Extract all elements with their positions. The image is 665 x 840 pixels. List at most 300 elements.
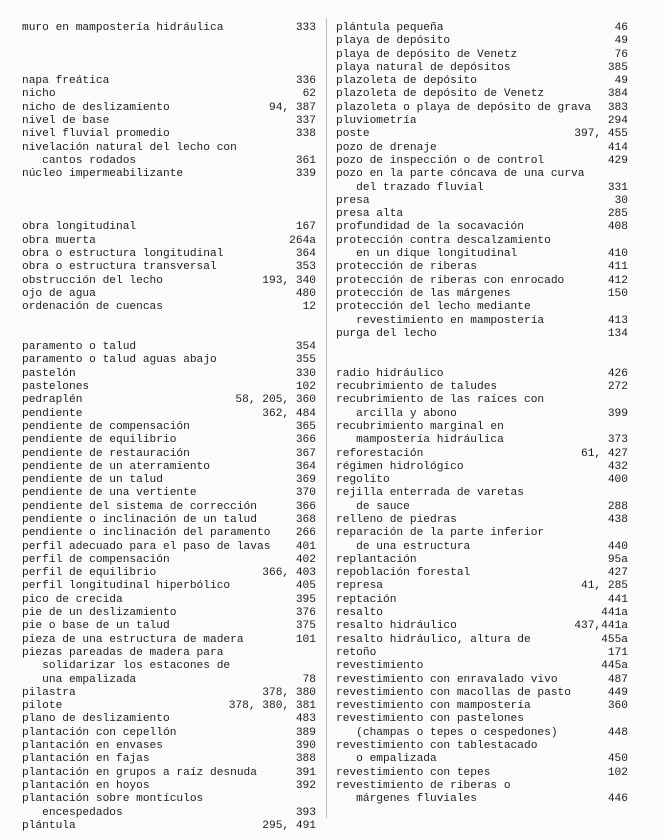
index-entry	[22, 501, 316, 514]
index-term: rejilla enterrada de varetas	[336, 487, 524, 500]
entry-spacer	[22, 62, 316, 75]
index-term: paramento o talud	[22, 341, 137, 354]
index-page-ref: 487	[607, 673, 628, 686]
index-page-ref: 94, 387	[269, 101, 316, 114]
index-entry	[336, 687, 628, 700]
index-page-ref: 450	[607, 753, 628, 766]
index-page-ref: 441	[607, 593, 628, 606]
index-entry	[22, 235, 316, 248]
index-entry	[22, 368, 316, 381]
index-page-ref: 432	[607, 460, 628, 473]
index-term: pluviometría	[336, 115, 417, 128]
index-page-ref: 480	[295, 287, 316, 300]
index-entry	[22, 700, 316, 713]
index-term: plantación sobre montículos	[22, 793, 204, 806]
index-term: cantos rodados	[22, 154, 137, 167]
index-page-ref: 288	[607, 500, 628, 513]
index-entry	[336, 461, 628, 474]
index-entry	[336, 394, 628, 407]
index-page-ref: 78	[302, 673, 316, 686]
index-entry	[336, 674, 628, 687]
index-page-ref: 338	[295, 128, 316, 141]
index-entry	[336, 780, 628, 793]
index-entry	[22, 713, 316, 726]
index-entry	[336, 514, 628, 527]
index-page-ref: 167	[295, 221, 316, 234]
index-entry	[22, 102, 316, 115]
index-entry	[336, 208, 628, 221]
index-page-ref: 102	[295, 381, 316, 394]
index-entry	[336, 434, 628, 447]
index-entry	[22, 767, 316, 780]
index-term: playa natural de depósitos	[336, 61, 511, 74]
index-entry	[336, 660, 628, 673]
index-term: una empalizada	[22, 673, 137, 686]
index-term: obra muerta	[22, 234, 96, 247]
entry-spacer	[22, 315, 316, 328]
index-page-ref	[624, 527, 628, 540]
index-entry	[22, 514, 316, 527]
index-page-ref: 393	[295, 806, 316, 819]
index-page-ref: 446	[607, 793, 628, 806]
index-term: nivel fluvial promedio	[22, 128, 170, 141]
index-page-ref	[624, 421, 628, 434]
entry-spacer	[336, 354, 628, 367]
index-entry	[22, 168, 316, 181]
index-entry	[336, 594, 628, 607]
index-page-ref: 46	[614, 22, 628, 34]
column-divider	[326, 18, 327, 818]
index-entry	[22, 780, 316, 793]
index-entry	[22, 820, 316, 833]
index-term: pilote	[22, 700, 63, 713]
index-term: pendiente de restauración	[22, 447, 190, 460]
index-page-ref: 402	[295, 553, 316, 566]
index-term: purga del lecho	[336, 327, 437, 340]
index-term: protección del lecho mediante	[336, 301, 531, 314]
index-page-ref: 383	[607, 101, 628, 114]
index-page-ref	[312, 647, 316, 660]
index-term: márgenes fluviales	[336, 793, 477, 806]
index-entry	[336, 368, 628, 381]
index-term: plantación con cepellón	[22, 726, 177, 739]
index-term: pedraplén	[22, 394, 83, 407]
entry-spacer	[22, 328, 316, 341]
index-term: plantación en envases	[22, 740, 163, 753]
index-page-ref: 12	[302, 301, 316, 314]
index-entry	[336, 301, 628, 314]
index-entry	[336, 487, 628, 500]
index-entry	[22, 674, 316, 687]
index-page-ref: 266	[295, 527, 316, 540]
index-entry	[336, 182, 628, 195]
index-page-ref: 388	[295, 753, 316, 766]
index-entry	[336, 195, 628, 208]
index-entry	[22, 115, 316, 128]
index-page-ref: 449	[607, 686, 628, 699]
index-term: reparación de la parte inferior	[336, 527, 545, 540]
index-entry	[22, 354, 316, 367]
index-term: plano de deslizamiento	[22, 713, 170, 726]
index-page-ref: 366	[295, 434, 316, 447]
index-term: pendiente de un aterramiento	[22, 460, 210, 473]
index-entry	[336, 315, 628, 328]
index-entry	[22, 620, 316, 633]
index-page-ref: 437,441a	[574, 620, 628, 633]
index-page-ref: 331	[607, 181, 628, 194]
index-term: pendiente de equilibrio	[22, 434, 177, 447]
index-term: pendiente o inclinación de un talud	[22, 513, 257, 526]
index-entry	[336, 607, 628, 620]
index-term: playa de depósito de Venetz	[336, 48, 518, 61]
index-entry	[22, 660, 316, 673]
index-page-ref	[624, 235, 628, 248]
index-page-ref: 333	[295, 22, 316, 34]
index-entry	[336, 261, 628, 274]
index-page-ref: 285	[607, 208, 628, 221]
index-entry	[22, 341, 316, 354]
index-entry	[336, 448, 628, 461]
index-entry	[336, 474, 628, 487]
index-page-ref: 370	[295, 487, 316, 500]
index-page-ref: 410	[607, 248, 628, 261]
index-page-ref: 400	[607, 474, 628, 487]
index-page-ref: 448	[607, 726, 628, 739]
index-term: protección contra descalzamiento	[336, 234, 551, 247]
index-entry	[22, 88, 316, 101]
index-page-ref: 395	[295, 593, 316, 606]
index-page-ref: 354	[295, 341, 316, 354]
index-entry	[22, 75, 316, 88]
index-page-ref: 61, 427	[581, 447, 628, 460]
index-term: playa de depósito	[336, 35, 451, 48]
index-term: perfil de equilibrio	[22, 567, 157, 580]
index-term: plazoleta o playa de depósito de grava	[336, 101, 592, 114]
index-term: perfil longitudinal hiperbólico	[22, 580, 231, 593]
index-term: solidarizar los estacones de	[22, 660, 231, 673]
index-term: perfil adecuado para el paso de lavas	[22, 540, 271, 553]
index-entry	[336, 727, 628, 740]
index-term: plantación en hoyos	[22, 779, 150, 792]
index-entry	[336, 753, 628, 766]
index-entry	[22, 155, 316, 168]
index-page-ref: 441a	[601, 607, 628, 620]
index-term: revestimiento con tepes	[336, 766, 491, 779]
index-term: resalto hidráulico	[336, 620, 457, 633]
index-term: obra longitudinal	[22, 221, 137, 234]
index-entry	[336, 49, 628, 62]
index-page-ref: 134	[607, 327, 628, 340]
index-term: pozo de drenaje	[336, 141, 437, 154]
index-term: régimen hidrológico	[336, 460, 464, 473]
index-entry	[336, 88, 628, 101]
index-term: pendiente de un talud	[22, 474, 163, 487]
index-page-ref	[624, 780, 628, 793]
index-entry	[22, 474, 316, 487]
index-entry	[336, 501, 628, 514]
index-page-ref: 171	[607, 646, 628, 659]
index-term: de sauce	[336, 500, 410, 513]
index-term: repoblación forestal	[336, 567, 471, 580]
index-entry	[336, 288, 628, 301]
index-term: pastelones	[22, 381, 90, 394]
index-term: paramento o talud aguas abajo	[22, 354, 217, 367]
index-page-ref: 355	[295, 354, 316, 367]
index-term: represa	[336, 580, 383, 593]
index-entry	[22, 580, 316, 593]
index-page-ref: 101	[295, 633, 316, 646]
index-term: radio hidráulico	[336, 367, 444, 380]
index-page-ref: 336	[295, 75, 316, 88]
index-term: nivel de base	[22, 115, 110, 128]
index-term: pico de crecida	[22, 593, 123, 606]
index-entry	[336, 713, 628, 726]
index-entry	[336, 767, 628, 780]
index-page-ref: 376	[295, 607, 316, 620]
index-page-ref	[624, 301, 628, 314]
index-term: mampostería hidráulica	[336, 434, 504, 447]
index-term: pendiente de una vertiente	[22, 487, 197, 500]
index-entry	[336, 235, 628, 248]
index-entry	[336, 221, 628, 234]
index-page-ref: 440	[607, 540, 628, 553]
index-entry	[22, 687, 316, 700]
index-term: encespedados	[22, 806, 123, 819]
index-term: nicho	[22, 88, 56, 101]
index-entry	[22, 301, 316, 314]
index-page-ref: 272	[607, 381, 628, 394]
index-term: presa alta	[336, 208, 404, 221]
index-entry	[22, 793, 316, 806]
index-page-ref: 330	[295, 367, 316, 380]
index-term: pieza de una estructura de madera	[22, 633, 244, 646]
index-page-ref: 361	[295, 154, 316, 167]
index-page-ref: 95a	[607, 553, 628, 566]
index-page-ref: 30	[614, 194, 628, 207]
index-entry	[336, 647, 628, 660]
index-page-ref	[312, 793, 316, 806]
index-term: plantación en grupos a raíz desnuda	[22, 766, 257, 779]
index-page-ref: 193, 340	[262, 274, 316, 287]
index-term: del trazado fluvial	[336, 181, 484, 194]
index-page-ref	[624, 713, 628, 726]
index-entry	[22, 527, 316, 540]
index-entry	[22, 634, 316, 647]
index-page-ref: 369	[295, 474, 316, 487]
index-page-ref	[624, 487, 628, 500]
index-term: perfil de compensación	[22, 553, 170, 566]
index-entry	[22, 448, 316, 461]
index-term: revestimiento con enravalado vivo	[336, 673, 558, 686]
index-page-ref: 426	[607, 367, 628, 380]
index-term: pilastra	[22, 686, 76, 699]
index-term: replantación	[336, 553, 417, 566]
index-page-ref: 429	[607, 154, 628, 167]
index-page-ref: 378, 380, 381	[228, 700, 316, 713]
index-term: pendiente o inclinación del paramento	[22, 527, 271, 540]
index-term: en un dique longitudinal	[336, 248, 518, 261]
index-entry	[336, 35, 628, 48]
index-term: retoño	[336, 646, 377, 659]
index-entry	[22, 567, 316, 580]
index-entry	[22, 421, 316, 434]
index-entry	[22, 487, 316, 500]
index-page-ref: 364	[295, 460, 316, 473]
index-page-ref: 483	[295, 713, 316, 726]
index-term: reforestación	[336, 447, 424, 460]
index-page-ref: 391	[295, 766, 316, 779]
index-entry	[22, 753, 316, 766]
index-page-ref: 384	[607, 88, 628, 101]
index-term: resalto	[336, 607, 383, 620]
index-page-ref: 353	[295, 261, 316, 274]
entry-spacer	[336, 341, 628, 354]
index-page-ref	[624, 394, 628, 407]
index-page-ref: 367	[295, 447, 316, 460]
index-entry	[336, 22, 628, 35]
index-entry	[22, 461, 316, 474]
index-entry	[22, 807, 316, 820]
index-term: plazoleta de depósito de Venetz	[336, 88, 545, 101]
index-entry	[22, 381, 316, 394]
index-page-ref: 399	[607, 407, 628, 420]
index-term: recubrimiento marginal en	[336, 420, 504, 433]
index-page-ref: 360	[607, 700, 628, 713]
index-column-right	[336, 22, 628, 807]
index-entry	[336, 102, 628, 115]
index-entry	[22, 261, 316, 274]
index-page-ref: 427	[607, 567, 628, 580]
index-page-ref: 366	[295, 500, 316, 513]
index-term: revestimiento con mampostería	[336, 700, 531, 713]
index-entry	[336, 554, 628, 567]
index-entry	[22, 288, 316, 301]
index-page-ref: 389	[295, 726, 316, 739]
index-entry	[336, 700, 628, 713]
index-term: plazoleta de depósito	[336, 75, 477, 88]
index-term: recubrimiento de las raíces con	[336, 394, 545, 407]
index-term: revestimiento en mampostería	[336, 314, 545, 327]
index-page-ref: 375	[295, 620, 316, 633]
index-page-ref: 49	[614, 35, 628, 48]
index-entry	[336, 155, 628, 168]
index-term: pendiente	[22, 407, 83, 420]
index-entry	[336, 421, 628, 434]
index-term: recubrimiento de taludes	[336, 381, 498, 394]
index-term: nivelación natural del lecho con	[22, 141, 237, 154]
index-term: ordenación de cuencas	[22, 301, 163, 314]
index-term: obra o estructura longitudinal	[22, 248, 224, 261]
index-page-ref: 49	[614, 75, 628, 88]
index-page-ref: 412	[607, 274, 628, 287]
index-page-ref: 339	[295, 168, 316, 181]
index-term: pozo en la parte cóncava de una curva	[336, 168, 585, 181]
index-term: poste	[336, 128, 370, 141]
index-entry	[336, 168, 628, 181]
index-page-ref: 401	[295, 540, 316, 553]
index-entry	[22, 142, 316, 155]
index-entry	[336, 381, 628, 394]
index-entry	[336, 275, 628, 288]
index-term: pendiente del sistema de corrección	[22, 500, 257, 513]
index-term: regolito	[336, 474, 390, 487]
index-page-ref: 392	[295, 779, 316, 792]
index-entry	[22, 434, 316, 447]
index-entry	[22, 394, 316, 407]
index-page-ref: 438	[607, 513, 628, 526]
index-entry	[336, 142, 628, 155]
index-page-ref: 390	[295, 740, 316, 753]
index-term: piezas pareadas de madera para	[22, 646, 224, 659]
index-entry	[22, 647, 316, 660]
index-term: o empalizada	[336, 753, 437, 766]
index-term: napa freática	[22, 75, 110, 88]
index-page-ref: 397, 455	[574, 128, 628, 141]
index-page-ref: 385	[607, 61, 628, 74]
index-entry	[22, 221, 316, 234]
index-entry	[22, 22, 316, 35]
index-page-ref: 150	[607, 287, 628, 300]
index-entry	[336, 567, 628, 580]
index-entry	[336, 248, 628, 261]
index-term: revestimiento con tablestacado	[336, 740, 538, 753]
index-term: profundidad de la socavación	[336, 221, 524, 234]
index-term: pastelón	[22, 367, 76, 380]
index-page-ref: 445a	[601, 660, 628, 673]
index-entry	[336, 541, 628, 554]
index-term: nicho de deslizamiento	[22, 101, 170, 114]
entry-spacer	[22, 195, 316, 208]
index-term: revestimiento con macollas de pasto	[336, 686, 571, 699]
index-page-ref: 41, 285	[581, 580, 628, 593]
index-term: plántula pequeña	[336, 22, 444, 34]
index-page-ref: 408	[607, 221, 628, 234]
index-page-ref: 58, 205, 360	[235, 394, 316, 407]
index-page-ref: 414	[607, 141, 628, 154]
index-term: arcilla y abono	[336, 407, 457, 420]
index-term: plántula	[22, 819, 76, 832]
index-entry	[22, 541, 316, 554]
index-entry	[336, 527, 628, 540]
index-page-ref: 366, 403	[262, 567, 316, 580]
index-page-ref	[624, 168, 628, 181]
index-entry	[336, 75, 628, 88]
index-entry	[22, 607, 316, 620]
entry-spacer	[22, 35, 316, 48]
index-term: plantación en fajas	[22, 753, 150, 766]
index-term: reptación	[336, 593, 397, 606]
index-term: protección de las márgenes	[336, 287, 511, 300]
index-page-ref: 364	[295, 248, 316, 261]
index-page-ref: 413	[607, 314, 628, 327]
index-entry	[336, 62, 628, 75]
index-entry	[22, 275, 316, 288]
index-entry	[336, 328, 628, 341]
index-page-ref	[312, 142, 316, 155]
index-term: resalto hidráulico, altura de	[336, 633, 531, 646]
index-page-ref: 368	[295, 513, 316, 526]
index-entry	[22, 554, 316, 567]
index-term: obra o estructura transversal	[22, 261, 217, 274]
index-page-ref: 295, 491	[262, 819, 316, 832]
index-page-ref: 294	[607, 115, 628, 128]
index-entry	[22, 740, 316, 753]
index-entry	[336, 620, 628, 633]
index-term: núcleo impermeabilizante	[22, 168, 184, 181]
index-entry	[22, 727, 316, 740]
index-page-ref	[312, 660, 316, 673]
index-entry	[336, 793, 628, 806]
